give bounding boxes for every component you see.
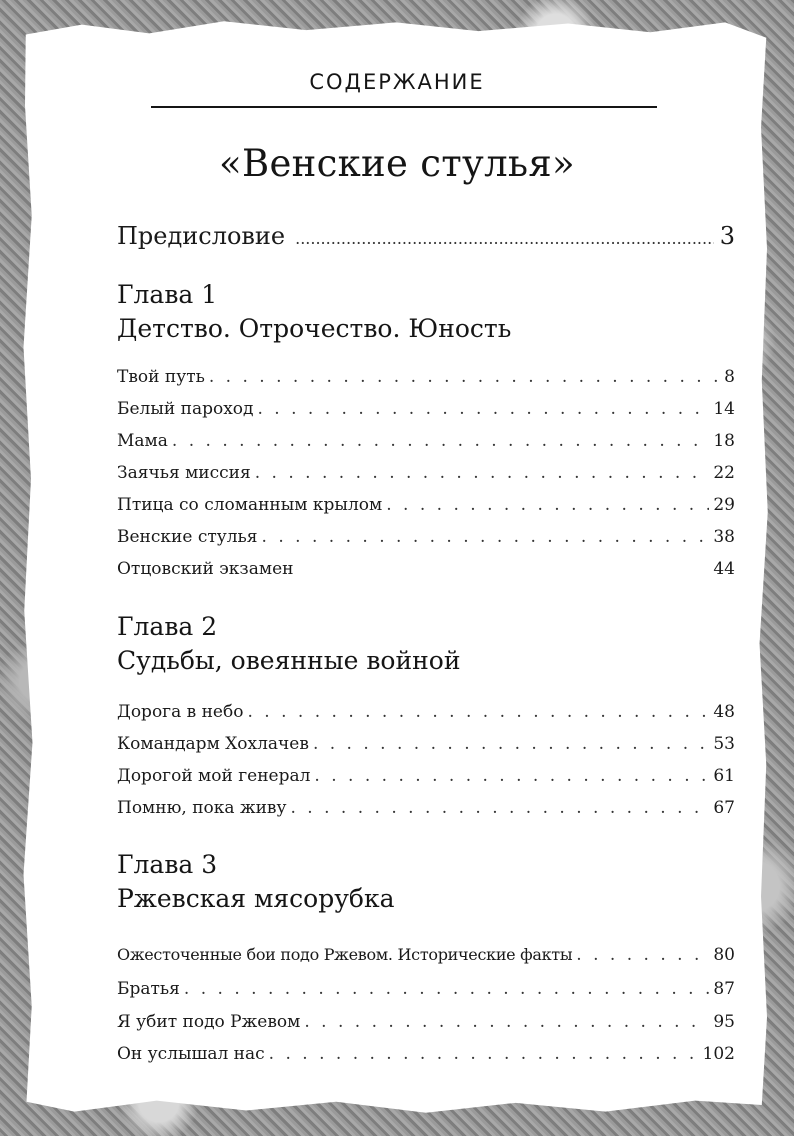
toc-entry-title: Братья xyxy=(117,979,180,999)
toc-entry[interactable] xyxy=(117,527,735,553)
toc-preface[interactable] xyxy=(117,222,735,258)
toc-entry-page: 3 xyxy=(719,222,735,250)
toc-entry-page: 67 xyxy=(713,798,735,818)
toc-entry[interactable] xyxy=(117,1012,735,1038)
toc-entry[interactable] xyxy=(117,559,735,585)
toc-entry-page: 61 xyxy=(713,766,735,786)
dot-leader xyxy=(209,367,720,387)
dot-leader xyxy=(576,945,709,965)
dot-leader xyxy=(304,1012,709,1032)
toc-entry-page: 8 xyxy=(724,367,735,387)
dot-leader xyxy=(247,702,709,722)
dot-leader xyxy=(172,431,709,451)
toc-entry-page: 29 xyxy=(713,495,735,515)
toc-entry-page: 18 xyxy=(713,431,735,451)
chapter-name: Детство. Отрочество. Юность xyxy=(117,314,512,343)
toc-entry[interactable] xyxy=(117,1044,735,1070)
toc-entry-title: Белый пароход xyxy=(117,399,254,419)
chapter-label: Глава 1 xyxy=(117,280,218,309)
toc-entry-title: Мама xyxy=(117,431,168,451)
dot-leader xyxy=(314,766,709,786)
toc-entry[interactable] xyxy=(117,702,735,728)
toc-entry[interactable] xyxy=(117,367,735,393)
toc-entry-page: 38 xyxy=(713,527,735,547)
toc-entry[interactable] xyxy=(117,798,735,824)
toc-entry[interactable] xyxy=(117,734,735,760)
dot-leader xyxy=(295,222,714,250)
toc-entry-title: Венские стулья xyxy=(117,527,258,547)
toc-entry-title: Заячья миссия xyxy=(117,463,251,483)
book-title: «Венские стулья» xyxy=(219,142,575,185)
toc-entry[interactable] xyxy=(117,463,735,489)
toc-entry-title: Я убит подо Ржевом xyxy=(117,1012,301,1032)
toc-entry-page: 14 xyxy=(713,399,735,419)
dot-leader xyxy=(262,527,710,547)
toc-entry-title: Дорогой мой генерал xyxy=(117,766,311,786)
chapter-label: Глава 2 xyxy=(117,612,218,641)
chapter-name: Ржевская мясорубка xyxy=(117,884,395,913)
dot-leader xyxy=(269,1044,699,1064)
toc-entry[interactable] xyxy=(117,495,735,521)
toc-entry-title: Твой путь xyxy=(117,367,205,387)
toc-entry[interactable] xyxy=(117,766,735,792)
toc-entry-page: 53 xyxy=(713,734,735,754)
toc-entry-page: 44 xyxy=(713,559,735,579)
toc-entry-page: 95 xyxy=(713,1012,735,1032)
toc-entry[interactable] xyxy=(117,979,735,1005)
chapter-label: Глава 3 xyxy=(117,850,218,879)
chapter-name: Судьбы, овеянные войной xyxy=(117,646,461,675)
heading-rule xyxy=(151,106,657,108)
dot-leader xyxy=(184,979,709,999)
contents-heading: СОДЕРЖАНИЕ xyxy=(309,70,485,94)
dot-leader xyxy=(255,463,710,483)
toc-entry-page: 48 xyxy=(713,702,735,722)
toc-entry[interactable] xyxy=(117,431,735,457)
toc-entry-page: 87 xyxy=(713,979,735,999)
toc-entry-page: 102 xyxy=(702,1044,735,1064)
toc-entry-page: 80 xyxy=(713,945,735,965)
dot-leader xyxy=(258,399,710,419)
dot-leader xyxy=(386,495,709,515)
dot-leader xyxy=(291,798,710,818)
dot-leader xyxy=(313,734,709,754)
toc-entry-title: Командарм Хохлачев xyxy=(117,734,309,754)
toc-entry-title: Предисловие xyxy=(117,222,286,250)
toc-entry-title: Помню, пока живу xyxy=(117,798,287,818)
toc-entry-title: Дорога в небо xyxy=(117,702,244,722)
toc-entry-title: Ожесточенные бои подо Ржевом. Исторические факты xyxy=(117,945,573,964)
toc-entry-title: Он услышал нас xyxy=(117,1044,265,1064)
toc-entry[interactable] xyxy=(117,399,735,425)
toc-entry-page: 22 xyxy=(713,463,735,483)
toc-entry[interactable] xyxy=(117,945,735,971)
toc-entry-title: Отцовский экзамен xyxy=(117,559,294,579)
toc-entry-title: Птица со сломанным крылом xyxy=(117,495,383,515)
